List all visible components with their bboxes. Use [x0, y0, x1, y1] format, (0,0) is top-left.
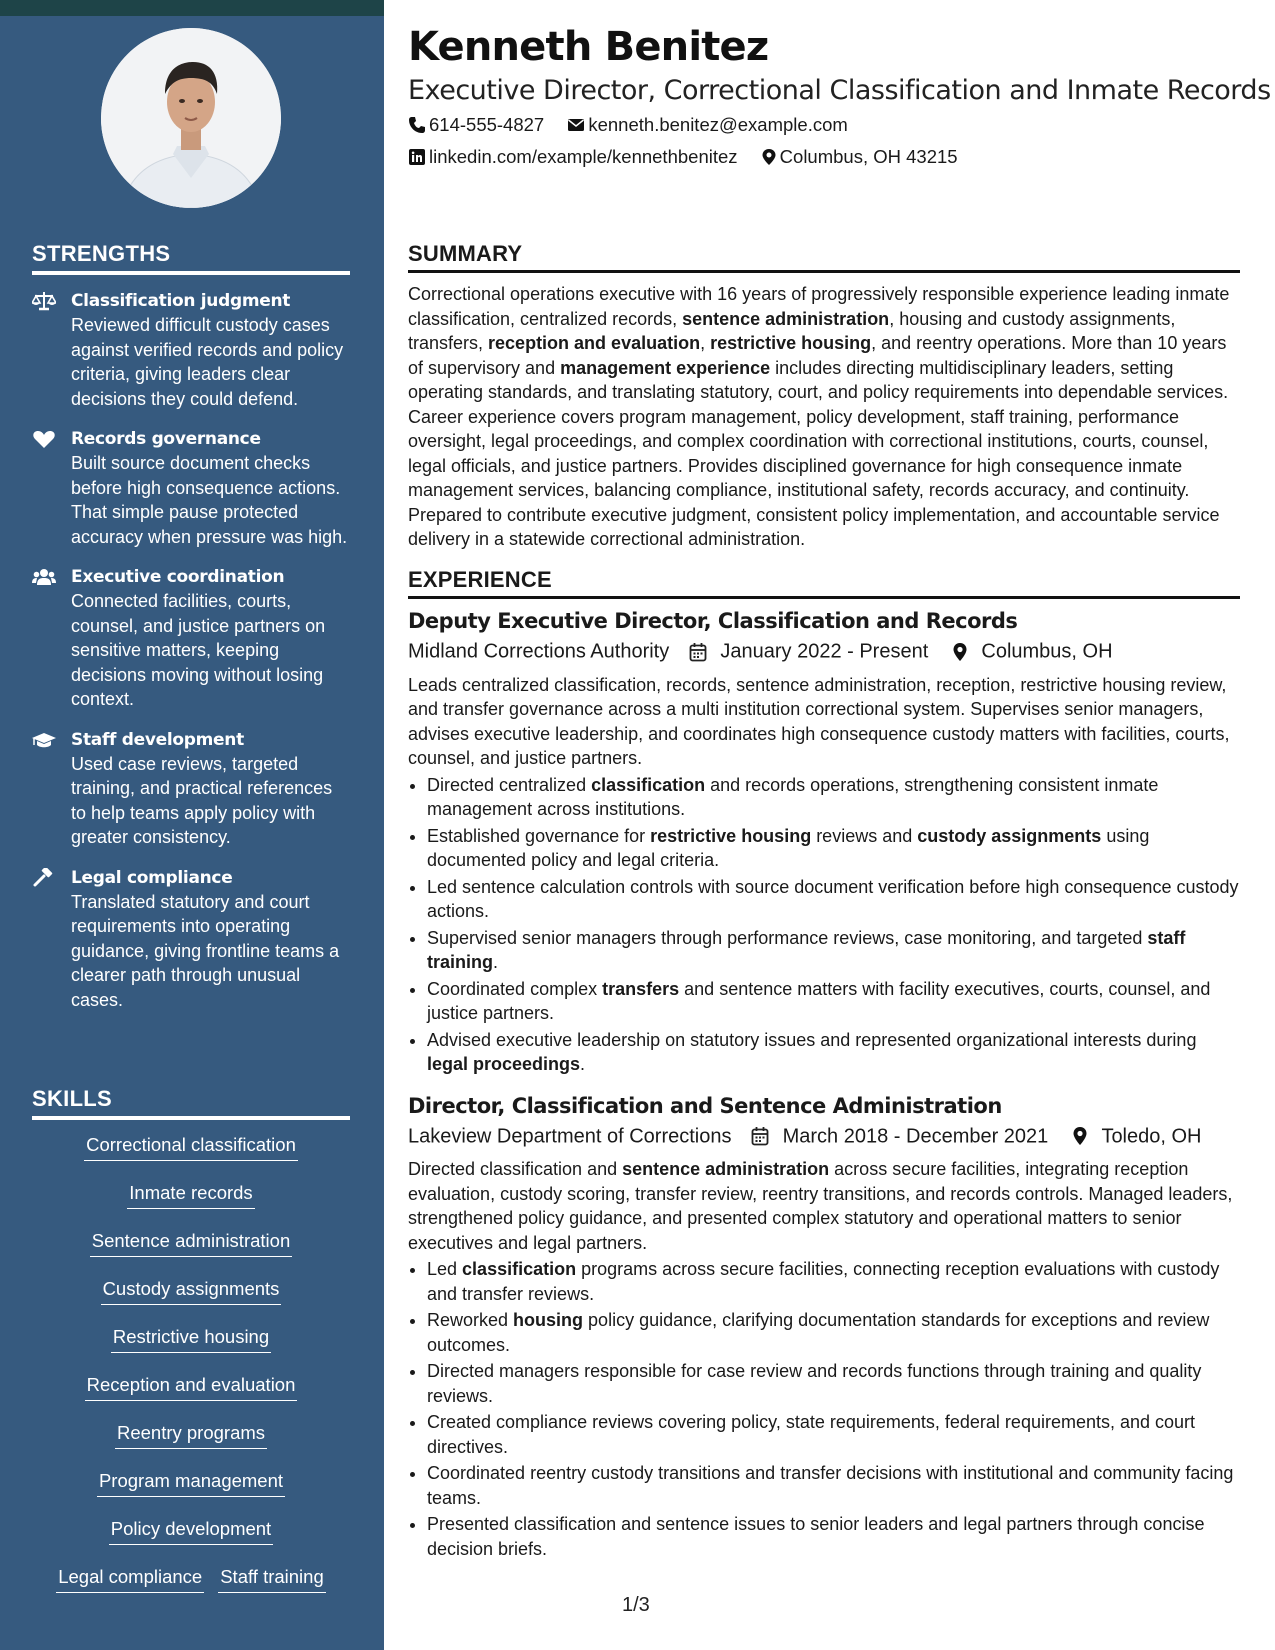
strength-item [32, 728, 352, 850]
strength-item [32, 427, 352, 549]
emphasis-text: restrictive housing [650, 825, 812, 846]
job-company: Lakeview Department of Corrections [408, 1125, 732, 1148]
emphasis-text: staff training [427, 927, 1186, 973]
graduation-cap-icon [32, 730, 56, 750]
skill-tag: Policy development [109, 1517, 273, 1545]
text-run: , and reentry operations. More than 10 years of supervisory and [408, 333, 1227, 378]
job-company: Midland Corrections Authority [408, 640, 670, 663]
contact-row [408, 113, 866, 137]
strength-item [32, 866, 352, 1013]
strength-title: Staff development [71, 729, 244, 750]
text-run: Reworked [427, 1310, 514, 1331]
linkedin-icon [408, 148, 426, 166]
job-dates: January 2022 - Present [720, 640, 929, 663]
strength-description: Connected facilities, courts, counsel, and justice partners on sensitive matters, keeping decisions moving without losing context. [71, 591, 326, 709]
text-run: Coordinated complex [427, 978, 603, 999]
skill-tag: Legal compliance [56, 1565, 204, 1593]
job-bullet [427, 977, 1240, 1026]
envelope-icon [567, 116, 585, 134]
phone-icon [408, 116, 426, 134]
profile-photo-illustration [101, 28, 281, 208]
skill-tag: Sentence administration [90, 1229, 292, 1257]
strength-item [32, 289, 352, 411]
text-run: programs across secure facilities, connecting reception evaluations with custody and transfer reviews. [427, 1259, 1220, 1304]
map-pin-icon [1072, 1126, 1088, 1146]
text-run: , housing and custody assignments, transfers, [408, 308, 1176, 353]
emphasis-text: housing [513, 1310, 584, 1331]
text-run: , [700, 333, 711, 353]
job-bullet [427, 773, 1240, 822]
job-bullet [427, 824, 1240, 873]
text-run: using documented policy and legal criteria. [427, 825, 1150, 871]
gavel-icon [32, 868, 56, 888]
job-bullet [427, 1308, 1240, 1357]
skill-tag: Reentry programs [115, 1421, 267, 1449]
emphasis-text: legal proceedings [427, 1054, 581, 1075]
strength-item [32, 565, 352, 712]
calendar-icon [689, 642, 707, 662]
emphasis-text: sentence administration [622, 1159, 830, 1180]
skill-tag: Reception and evaluation [85, 1373, 298, 1401]
strength-description: Translated statutory and court requirements into operating guidance, giving frontline teams a clearer path through unusual cases. [71, 891, 340, 1010]
job-meta [408, 1121, 1240, 1152]
skills-heading: SKILLS [32, 1086, 350, 1120]
job-bullet [427, 875, 1240, 924]
job-bullet [427, 1461, 1240, 1510]
text-run: includes directing multidisciplinary leaders, setting operating standards, and translating statutory, court, and policy requirements into dependable services. Career experience covers program management, policy development, staff training, performance oversight, legal proceedings, and complex coordination with correctional institutions, courts, counsel, legal officials, and justice partners. Provides disciplined governance for high consequence inmate management services, balancing compliance, institutional safety, records accuracy, and continuity. Prepared to contribute executive judgment, consistent policy implementation, and accountable service delivery in a statewide correctional administration. [408, 357, 1229, 549]
skill-tag: Program management [97, 1469, 285, 1497]
contact-row [408, 145, 976, 169]
page-number: 1/3 [622, 1594, 650, 1616]
job-bullet [427, 1257, 1240, 1306]
map-pin-icon [761, 148, 777, 166]
emphasis-text: management experience [560, 357, 771, 378]
text-run: reviews and [811, 825, 918, 846]
job-bullets [408, 1257, 1240, 1561]
contact-linkedin[interactable] [408, 145, 738, 169]
job-title: Deputy Executive Director, Classification and Records [408, 609, 1018, 633]
strength-description: Used case reviews, targeted training, and practical references to help teams apply policy with greater consistency. [71, 753, 333, 847]
users-icon [32, 567, 56, 587]
text-run: Directed centralized [427, 774, 592, 795]
heart-icon [32, 429, 56, 449]
experience-heading: EXPERIENCE [408, 567, 1240, 599]
job-location: Toledo, OH [1101, 1125, 1202, 1148]
emphasis-text: restrictive housing [710, 333, 872, 353]
job-dates: March 2018 - December 2021 [782, 1125, 1049, 1148]
emphasis-text: classification [591, 774, 706, 795]
text-run: . [493, 952, 499, 973]
skills-list [32, 1133, 350, 1613]
emphasis-text: transfers [602, 978, 680, 999]
text-run: Coordinated reentry custody transitions and transfer decisions with institutional and community facing teams. [427, 1463, 1234, 1508]
job-bullet [427, 926, 1240, 975]
job-bullet [427, 1410, 1240, 1459]
text-run: Directed managers responsible for case review and records functions through training and quality reviews. [427, 1361, 1202, 1406]
skill-tag: Staff training [218, 1565, 326, 1593]
text-run: Leads centralized classification, records, sentence administration, reception, restrictive housing review, and transfer governance across a multi institution correctional system. Supervises senior managers, advises executive leadership, and coordinates high consequence custody matters with facilities, courts, counsel, and justice partners. [408, 674, 1230, 769]
job-bullets [408, 773, 1240, 1077]
skill-tag: Restrictive housing [111, 1325, 271, 1353]
contact-location [761, 145, 958, 169]
calendar-icon [751, 1126, 769, 1146]
text-run: and records operations, strengthening consistent inmate management across institutions. [427, 774, 1159, 820]
experience-list [408, 606, 1240, 1575]
emphasis-text: reception and evaluation [488, 333, 701, 353]
text-run: . [580, 1054, 586, 1075]
email-text: kenneth.benitez@example.com [588, 114, 848, 135]
job-description [408, 1157, 1240, 1255]
job-title: Director, Classification and Sentence Administration [408, 1093, 1002, 1118]
job-entry [408, 606, 1240, 1077]
text-run: Led sentence calculation controls with source document verification before high consequence custody actions. [427, 876, 1239, 922]
text-run: Advised executive leadership on statutory issues and represented organizational interests during [427, 1029, 1197, 1050]
contact-phone[interactable] [408, 113, 544, 137]
strength-title: Classification judgment [71, 291, 291, 311]
text-run: Led [427, 1259, 463, 1280]
job-bullet [427, 1512, 1240, 1561]
phone-text: 614-555-4827 [429, 114, 545, 135]
text-run: Established governance for [427, 825, 651, 846]
job-entry [408, 1091, 1240, 1562]
contact-email[interactable] [567, 113, 847, 137]
text-run: Correctional operations executive with 16 years of progressively responsible experience leading inmate classification, centralized records, [408, 284, 1230, 329]
strength-title: Executive coordination [71, 567, 285, 587]
job-meta [408, 636, 1240, 667]
summary-heading: SUMMARY [408, 241, 1240, 273]
candidate-name: Kenneth Benitez [408, 24, 769, 70]
strengths-list [32, 289, 352, 1028]
text-run: Directed classification and [408, 1159, 623, 1180]
skill-tag: Inmate records [127, 1181, 254, 1209]
emphasis-text: sentence administration [682, 308, 890, 329]
map-pin-icon [952, 642, 968, 662]
strength-title: Legal compliance [71, 867, 233, 888]
job-location: Columbus, OH [981, 640, 1113, 663]
text-run: Presented classification and sentence issues to senior leaders and legal partners through concise decision briefs. [427, 1514, 1205, 1559]
strength-title: Records governance [71, 429, 261, 449]
text-run: Supervised senior managers through performance reviews, case monitoring, and targeted [427, 927, 1148, 948]
strength-description: Built source document checks before high consequence actions. That simple pause protected accuracy when pressure was high. [71, 453, 348, 547]
strength-description: Reviewed difficult custody cases against verified records and policy criteria, giving leaders clear decisions they could defend. [71, 315, 344, 409]
skill-tag: Custody assignments [101, 1277, 282, 1305]
candidate-headline: Executive Director, Correctional Classification and Inmate Records [408, 75, 1271, 106]
location-text: Columbus, OH 43215 [779, 146, 958, 167]
job-bullet [427, 1359, 1240, 1408]
text-run: and sentence matters with facility executives, courts, counsel, and justice partners. [427, 978, 1211, 1024]
summary-text [408, 282, 1240, 552]
emphasis-text: classification [462, 1259, 577, 1280]
scale-icon [32, 291, 56, 311]
strengths-heading: STRENGTHS [32, 241, 350, 275]
sidebar [0, 0, 384, 1650]
text-run: policy guidance, clarifying documentation standards for exceptions and review outcomes. [427, 1310, 1210, 1355]
job-bullet [427, 1028, 1240, 1077]
skill-tag: Correctional classification [84, 1133, 298, 1161]
text-run: across secure facilities, integrating reception evaluation, custody scoring, transfer review, reentry transitions, and records controls. Managed leaders, strengthened policy guidance, and presented complex statutory and operational matters to senior executives and legal partners. [408, 1159, 1233, 1253]
linkedin-text: linkedin.com/example/kennethbenitez [429, 146, 738, 167]
profile-photo [101, 28, 281, 208]
job-description [408, 673, 1240, 771]
emphasis-text: custody assignments [917, 825, 1102, 846]
sidebar-top-accent [0, 0, 384, 16]
text-run: Created compliance reviews covering policy, state requirements, federal requirements, and court directives. [427, 1412, 1196, 1457]
